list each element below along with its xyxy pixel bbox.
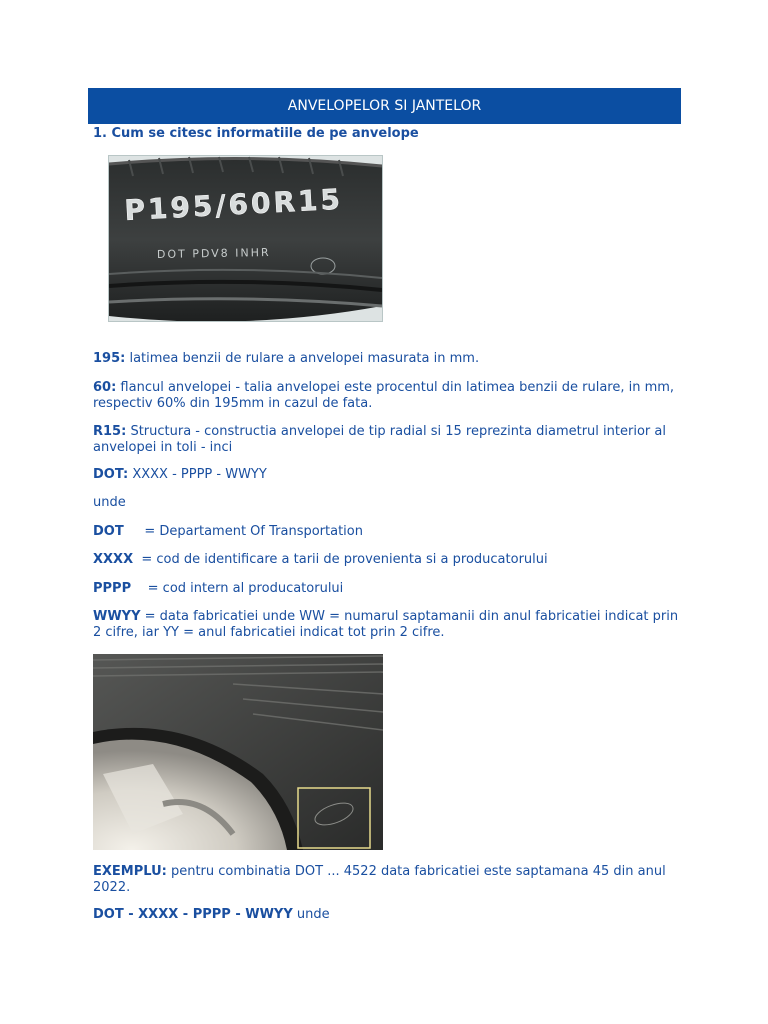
tire-sidewall-photo — [108, 155, 383, 322]
row-text: unde — [292, 907, 330, 922]
row-text: flancul anvelopei - talia anvelopei este procentul din latimea benzii de rulare, in mm, respectiv 60% din 195mm in cazul de fata. — [93, 380, 675, 411]
row-pppp-def — [93, 581, 683, 597]
row-key: DOT - XXXX - PPPP - WWYY — [93, 907, 293, 922]
row-key: 195: — [93, 351, 126, 366]
row-text: = cod intern al producatorului — [131, 581, 344, 596]
row-key: DOT: — [93, 467, 129, 482]
banner-title: ANVELOPELOR SI JANTELOR — [287, 98, 482, 114]
row-example — [93, 864, 683, 896]
row-wwyy-def — [93, 609, 683, 641]
row-text: XXXX - PPPP - WWYY — [128, 467, 267, 482]
row-text: pentru combinatia DOT ... 4522 data fabricatiei este saptamana 45 din anul 2022. — [93, 864, 666, 895]
row-195 — [93, 351, 683, 367]
row-text: Structura - constructia anvelopei de tip radial si 15 reprezinta diametrul interior al anvelopei in toli - inci — [93, 424, 666, 455]
row-dot-def — [93, 524, 683, 540]
row-dot-format — [93, 467, 683, 483]
row-key: PPPP — [93, 581, 132, 596]
row-key: WWYY — [93, 609, 141, 624]
row-r15 — [93, 424, 683, 456]
row-text: unde — [93, 495, 126, 510]
tire-dot-marking: DOT PDV8 INHR — [156, 246, 271, 261]
row-key: XXXX — [93, 552, 134, 567]
row-60 — [93, 380, 683, 412]
section-heading: 1. Cum se citesc informatiile de pe anvelope — [93, 126, 419, 141]
row-key: DOT — [93, 524, 124, 539]
tire-size-marking: P195/60R15 — [123, 182, 344, 227]
row-text: = cod de identificare a tarii de provenienta si a producatorului — [133, 552, 548, 567]
row-unde — [93, 495, 683, 511]
row-key: R15: — [93, 424, 127, 439]
row-text: = Departament Of Transportation — [123, 524, 363, 539]
row-key: 60: — [93, 380, 117, 395]
section-banner — [88, 88, 681, 124]
tire-date-code-photo — [93, 654, 383, 850]
row-key: EXEMPLU: — [93, 864, 167, 879]
row-final — [93, 907, 683, 923]
row-text: latimea benzii de rulare a anvelopei masurata in mm. — [125, 351, 480, 366]
row-text: = data fabricatiei unde WW = numarul saptamanii din anul fabricatiei indicat prin 2 cifre, iar YY = anul fabricatiei indicat tot prin 2 cifre. — [93, 609, 679, 640]
row-xxxx-def — [93, 552, 683, 568]
